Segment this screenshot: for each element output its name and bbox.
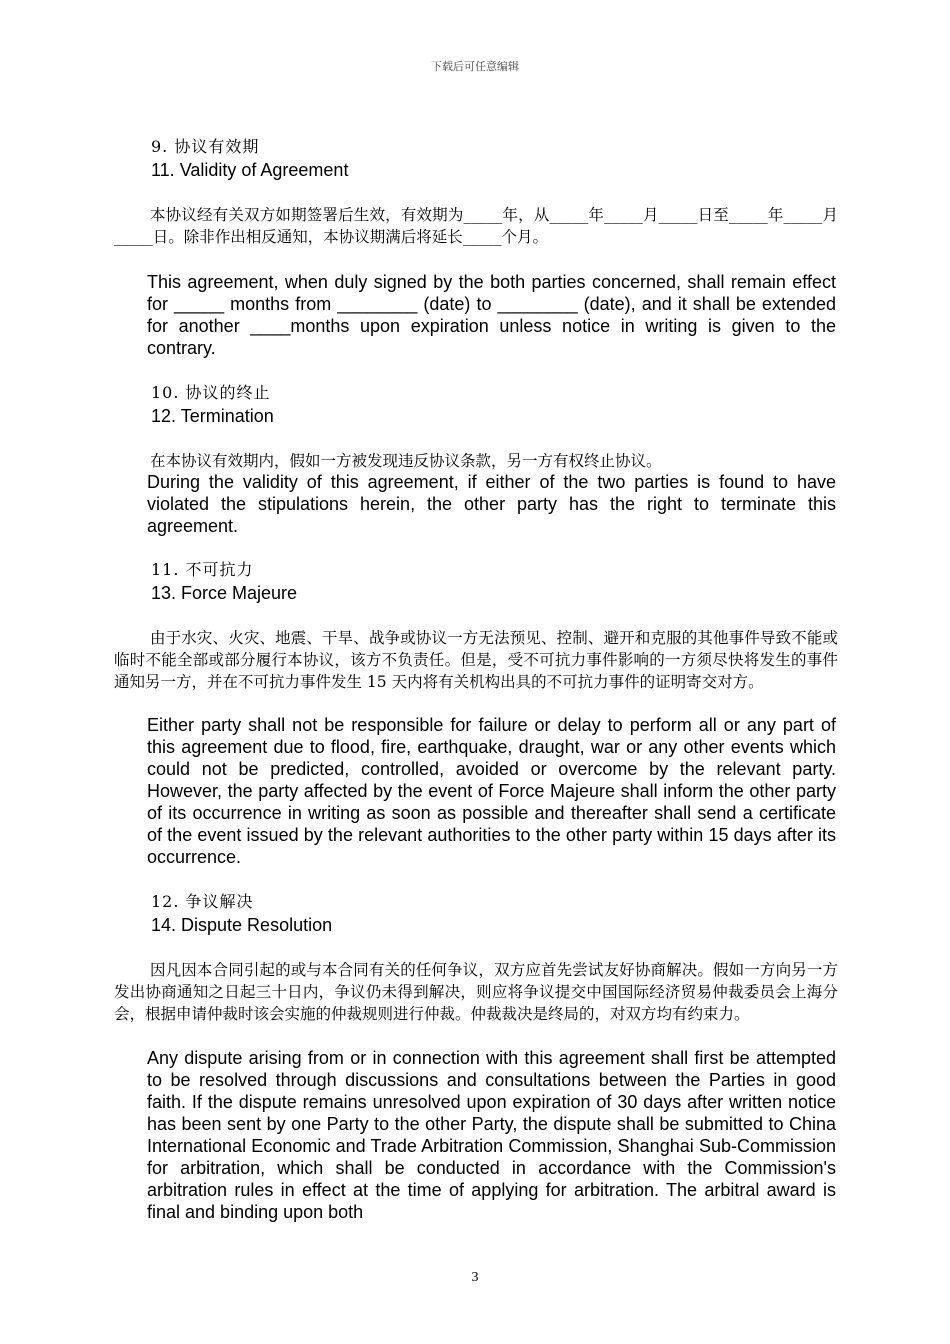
section-heading-en: 13. Force Majeure bbox=[151, 583, 298, 603]
section-heading-zh: 10. 协议的终止 bbox=[151, 383, 271, 402]
section-body-zh: 因凡因本合同引起的或与本合同有关的任何争议，双方应首先尝试友好协商解决。假如一方向另一方发出协商通知之日起三十日内，争议仍未得到解决，则应将争议提交中国国际经济贸易仲裁委员会上海分会，根据申请仲裁时该会实施的仲裁规则进行仲裁。仲裁裁决是终局的，对双方均有约束力。 bbox=[114, 961, 838, 1023]
section-body-en: During the validity of this agreement, if either of the two parties is found to have violated the stipulations herein, the other party has the right to terminate this agreement. bbox=[147, 472, 836, 536]
section-body-zh: 本协议经有关双方如期签署后生效，有效期为_____年，从_____年_____月_____日至_____年_____月_____日。除非作出相反通知，本协议期满后将延长_____个月。 bbox=[114, 206, 838, 246]
section-heading-zh: 12. 争议解决 bbox=[151, 892, 254, 911]
section-heading-zh: 11. 不可抗力 bbox=[151, 560, 254, 579]
section-heading-zh: 9. 协议有效期 bbox=[151, 137, 260, 156]
section-body-zh: 由于水灾、火灾、地震、干旱、战争或协议一方无法预见、控制、避开和克服的其他事件导致不能或临时不能全部或部分履行本协议，该方不负责任。但是，受不可抗力事件影响的一方须尽快将发生的事件通知另一方，并在不可抗力事件发生 15 天内将有关机构出具的不可抗力事件的证明寄交对方。 bbox=[114, 629, 838, 691]
section-body-zh: 在本协议有效期内，假如一方被发现违反协议条款，另一方有权终止协议。 bbox=[150, 452, 662, 470]
section-heading-en: 11. Validity of Agreement bbox=[151, 160, 349, 180]
section-body-en: Either party shall not be responsible for failure or delay to perform all or any part of this agreement due to flood, fire, earthquake, draught, war or any other events which could not be predicted, controlled, avoided or overcome by the relevant party. However, the party affected by the event of Force Majeure shall inform the other party of its occurrence in writing as soon as possible and thereafter shall send a certificate of the event issued by the relevant authorities to the other party within 15 days after its occurrence. bbox=[147, 715, 836, 867]
section-body-en: This agreement, when duly signed by the both parties concerned, shall remain effect for _____ months from ________ (date) to ________ (date), and it shall be extended for another ____months upon expiration unless notice in writing is given to the contrary. bbox=[147, 272, 836, 358]
section-heading-en: 14. Dispute Resolution bbox=[151, 915, 333, 935]
section-body-en: Any dispute arising from or in connection with this agreement shall first be attempted to be resolved through discussions and consultations between the Parties in good faith. If the dispute remains unresolved upon expiration of 30 days after written notice has been sent by one Party to the other Party, the dispute shall be submitted to China International Economic and Trade Arbitration Commission, Shanghai Sub-Commission for arbitration, which shall be conducted in accordance with the Commission's arbitration rules in effect at the time of applying for arbitration. The arbitral award is final and binding upon both bbox=[147, 1048, 836, 1222]
page-number: 3 bbox=[471, 1270, 479, 1285]
section-heading-en: 12. Termination bbox=[151, 406, 274, 426]
page-header: 下载后可任意编辑 bbox=[431, 60, 519, 73]
